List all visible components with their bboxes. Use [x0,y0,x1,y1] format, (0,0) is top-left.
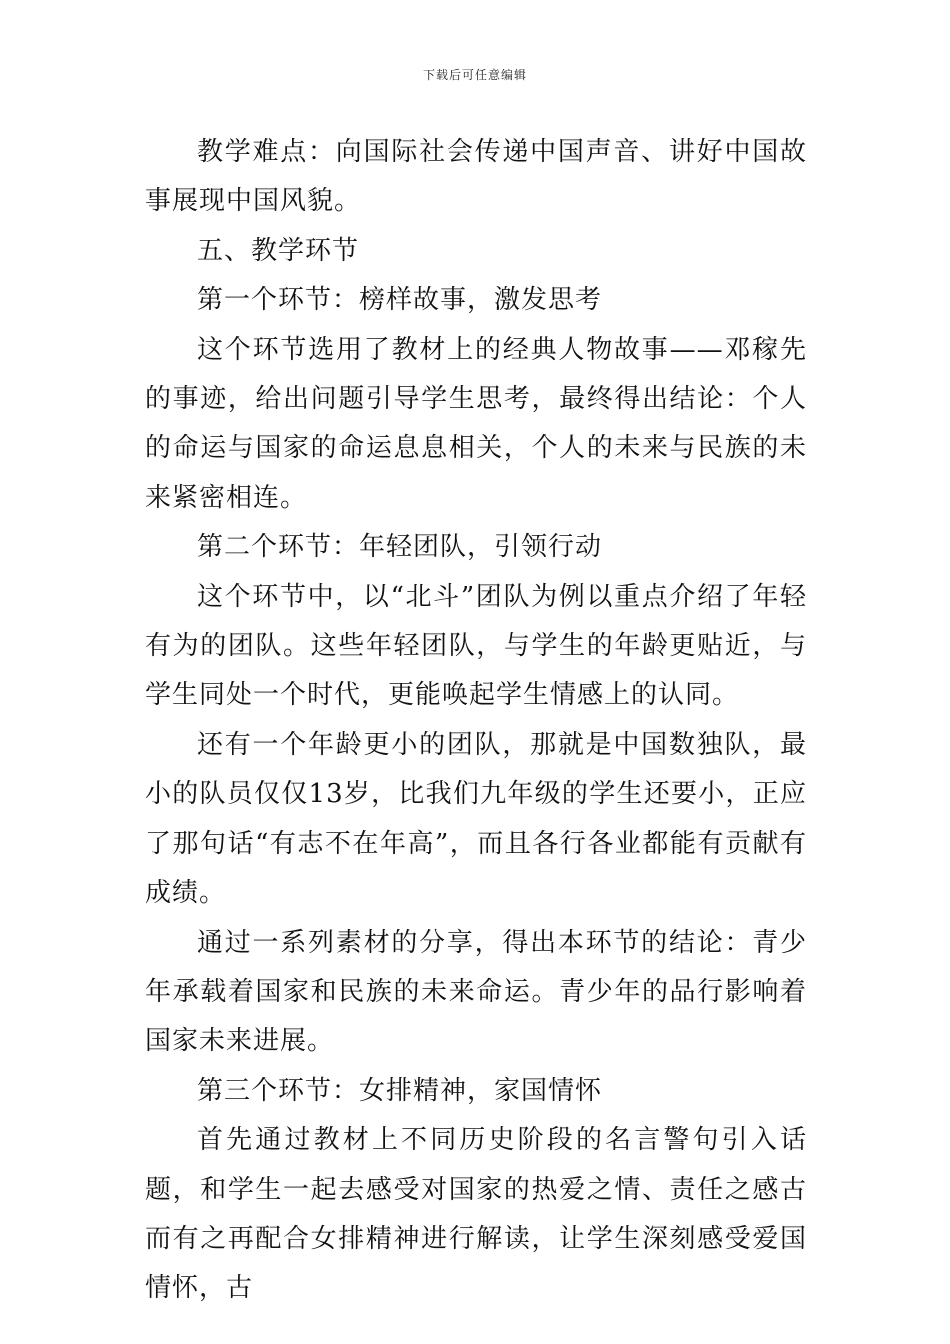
step-1-body: 这个环节选用了教材上的经典人物故事——邓稼先的事迹，给出问题引导学生思考，最终得出结论：个人的命运与国家的命运息息相关，个人的未来与民族的未来紧密相连。 [145,334,807,513]
step-2-conclusion: 通过一系列素材的分享，得出本环节的结论：青少年承载着国家和民族的未来命运。青少年的品行影响着国家未来进展。 [145,927,807,1057]
paragraph-teaching-difficulty: 教学难点：向国际社会传递中国声音、讲好中国故事展现中国风貌。 [145,137,807,217]
step-2-body-sudoku: 还有一个年龄更小的团队，那就是中国数独队，最小的队员仅仅13岁，比我们九年级的学生还要小，正应了那句话“有志不在年高”，而且各行各业都能有贡献有成绩。 [145,729,807,909]
section-heading-teaching-steps: 五、教学环节 [197,235,360,266]
step-2-heading: 第二个环节：年轻团队，引领行动 [197,532,603,563]
document-body [145,128,807,1314]
page-header-note: 下载后可任意编辑 [422,68,527,82]
step-3-heading: 第三个环节：女排精神，家国情怀 [197,1075,603,1106]
step-1-heading: 第一个环节：榜样故事，激发思考 [197,285,603,316]
step-3-body: 首先通过教材上不同历史阶段的名言警句引入话题，和学生一起去感受对国家的热爱之情、责任之感古而有之再配合女排精神进行解读，让学生深刻感受爱国情怀，古 [145,1125,807,1304]
step-2-body-beidou: 这个环节中，以“北斗”团队为例以重点介绍了年轻有为的团队。这些年轻团队，与学生的年龄更贴近，与学生同处一个时代，更能唤起学生情感上的认同。 [145,581,807,711]
